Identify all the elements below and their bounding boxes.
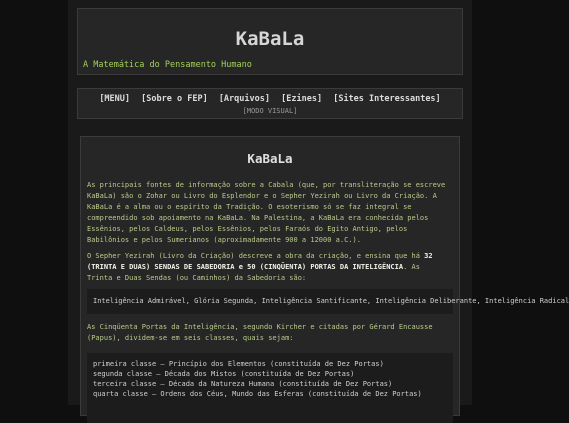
sendas-list: Inteligência Admirável, Glória Segunda, Inteligência Santificante, Inteligência Deliberante, Inteligência Radical (93, 297, 569, 305)
nav-files-link[interactable]: [Arquivos] (218, 94, 270, 104)
paragraph-sepher-text-b: . As Trinta e Duas Sendas (ou Caminhos) da Sabedoria são: (87, 263, 420, 282)
paragraph-sepher (87, 251, 449, 284)
sendas-code-block[interactable] (87, 289, 569, 314)
classes-code-block[interactable] (87, 353, 453, 423)
paragraph-sepher-text-a: O Sepher Yezirah (Livro da Criação) descreve a obra da criação, e ensina que há (87, 252, 425, 260)
site-header (77, 8, 463, 75)
nav-about-link[interactable]: [Sobre o FEP] (141, 94, 208, 104)
site-title[interactable]: KaBaLa (235, 28, 305, 50)
class-line: primeira classe — Princípio dos Elementos (constituída de Dez Portas) (93, 360, 384, 368)
nav-menu-link[interactable]: [MENU] (99, 94, 131, 104)
paragraph-sepher-highlight: 32 (TRINTA E DUAS) SENDAS DE SABEDORIA e 50 (CINQÜENTA) PORTAS DA INTELIGÊNCIA (87, 252, 433, 271)
nav-sites-link[interactable]: [Sites Interessantes] (333, 94, 441, 104)
paragraph-portas: As Cinqüenta Portas da Inteligência, segundo Kircher e citadas por Gérard Encausse (Papus), dividem-se em seis classes, quais sejam: (87, 323, 433, 342)
article (80, 136, 569, 416)
site-subtitle: A Matemática do Pensamento Humano (83, 60, 252, 70)
paragraph-sources: As principais fontes de informação sobre a Cabala (que, por transliteração se escreve KaBaLa) são o Zohar ou Livro do Esplendor e o Sepher Yezirah ou Livro da Criação. A KaBaLa é a alma ou o espírito da Tradição. O esoterismo só se faz integral se compreendido sob apoiamento na KaBaLa. Na Palestina, a KaBaLa era conhecida pelos Essênios, pelos Caldeus, pelos Essênios, pelos Faraós do Egito Antigo, pelos Babilônios e pelos Sumerianos (aproximadamente 900 a 12000 a.C.). (87, 181, 446, 244)
nav-bar (77, 88, 463, 119)
visual-mode-link[interactable]: [MODO VISUAL] (242, 107, 298, 115)
nav-ezines-link[interactable]: [Ezines] (281, 94, 323, 104)
article-title: KaBaLa (247, 151, 293, 166)
nav-links (78, 94, 462, 104)
class-line: quarta classe — Ordens dos Céus, Mundo das Esferas (constituída de Dez Portas) (93, 390, 422, 398)
class-line: segunda classe — Década dos Mistos (constituída de Dez Portas) (93, 370, 355, 378)
class-line: terceira classe — Década da Natureza Humana (constituída de Dez Portas) (93, 380, 393, 388)
